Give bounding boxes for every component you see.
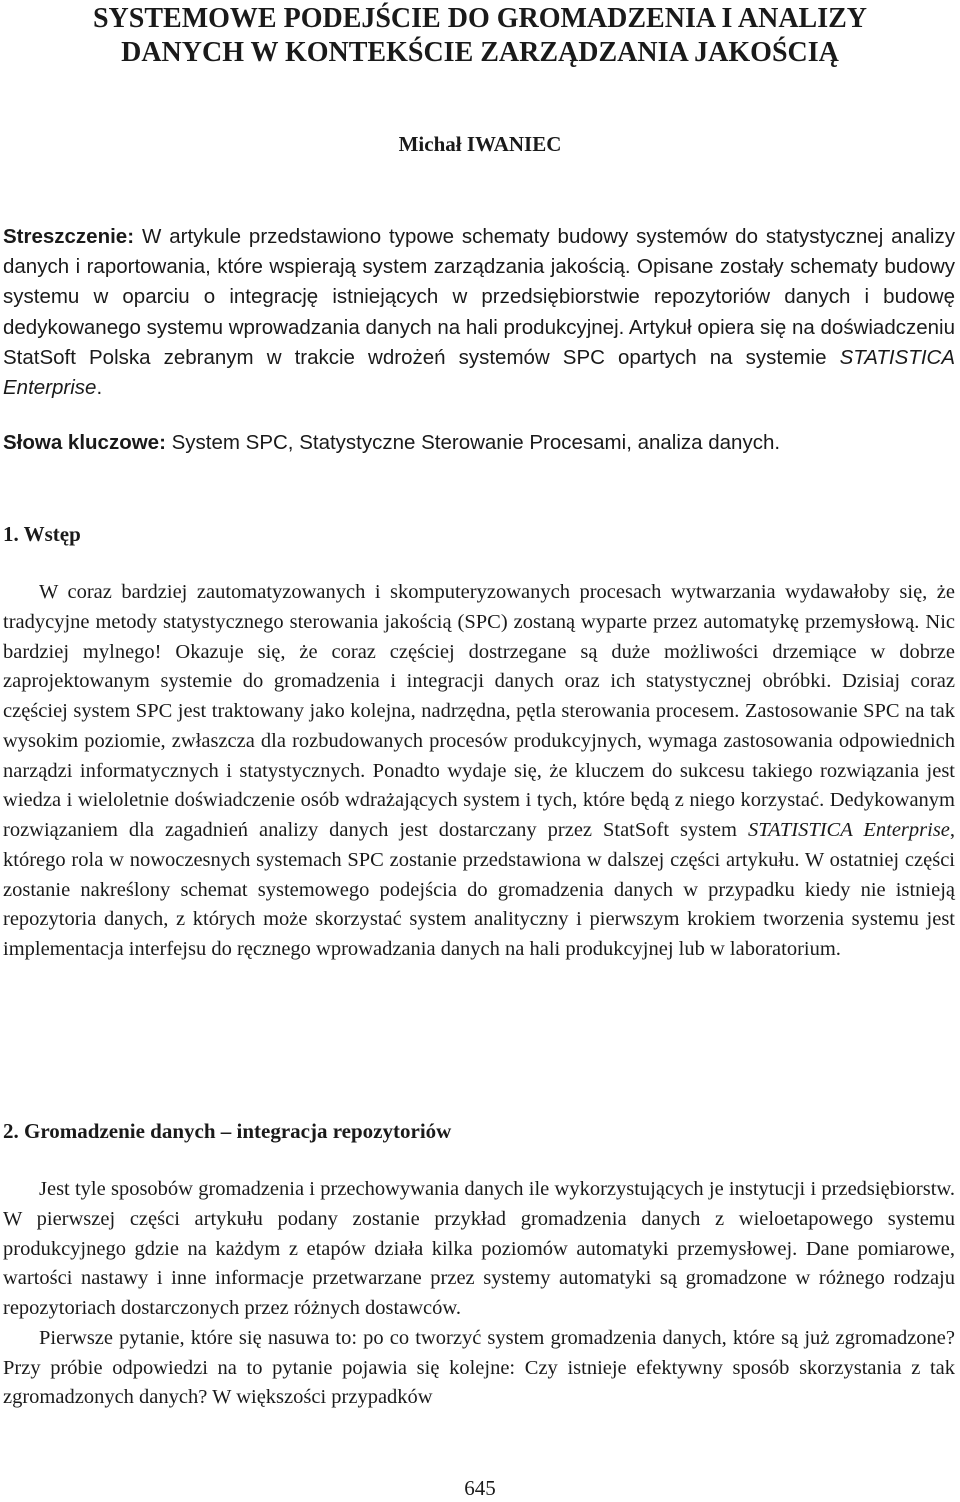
section-2-heading: 2. Gromadzenie danych – integracja repozytoriów (3, 1119, 452, 1143)
section-2-body (3, 1175, 955, 1413)
abstract-product-name: STATISTICA Enterprise (3, 345, 955, 400)
abstract-end: . (96, 376, 103, 400)
title-line-2: DANYCH W KONTEKŚCIE ZARZĄDZANIA JAKOŚCIĄ (121, 37, 839, 68)
section-1-text-a: W coraz bardziej zautomatyzowanych i skomputeryzowanych procesach wytwarzania wydawałoby się, że tradycyjne metody statystycznego sterowania jakością (SPC) zostaną wyparte przez automatykę przemysłową. Nic bardziej mylnego! Okazuje się, że coraz częściej dostrzegane są duże możliwości drzemiące w dobrze zaprojektowanym systemie do gromadzenia i integracji danych oraz ich statystycznej obróbki. Dzisiaj coraz częściej system SPC jest traktowany jako kolejna, nadrzędna, pętla sterowania procesem. Zastosowanie SPC na tak wysokim poziomie, zwłaszcza dla rozbudowanych procesów produkcyjnych, wymaga zastosowania odpowiednich narządzi informatycznych i statystycznych. Ponadto wydaje się, że kluczem do sukcesu takiego rozwiązania jest wiedza i wieloletnie doświadczenie osób wdrażających system i tych, które będą z niego korzystać. Dedykowanym rozwiązaniem dla zagadnień analizy danych jest dostarczany przez StatSoft system (3, 581, 955, 841)
section-1-heading: 1. Wstęp (3, 522, 81, 546)
keywords (3, 428, 955, 458)
section-1-text-b: , którego rola w nowoczesnych systemach SPC zostanie przedstawiona w dalszej części artykułu. W ostatniej części zostanie nakreślony schemat systemowego podejścia do gromadzenia danych w przypadku kiedy nie istnieją repozytoria danych, z których może skorzystać system analityczny i pierwszym krokiem tworzenia systemu jest implementacja interfejsu do ręcznego wprowadzania danych na hali produkcyjnej lub w laboratorium. (3, 819, 956, 960)
section-1-paragraph-1 (3, 578, 955, 965)
section-1-product-name: STATISTICA Enterprise (747, 819, 950, 841)
keywords-text: System SPC, Statystyczne Sterowanie Procesami, analiza danych. (171, 431, 781, 454)
section-2-paragraph-1: Jest tyle sposobów gromadzenia i przechowywania danych ile wykorzystujących je instytucji i przedsiębiorstw. W pierwszej części artykułu podany zostanie przykład gromadzenia danych z wieloetapowego systemu produkcyjnego gdzie na każdym z etapów działa kilka poziomów automatyki przemysłowej. Dane pomiarowe, wartości nastawy i inne informacje przetwarzane przez systemy automatyki są gromadzone w różnego rodzaju repozytoriach dostarczonych przez różnych dostawców. (3, 1178, 955, 1319)
keywords-label: Słowa kluczowe: (3, 431, 166, 454)
abstract-text: W artykule przedstawiono typowe schematy budowy systemów do statystycznej analizy danych i raportowania, które wspierają system zarządzania jakością. Opisane zostały schematy budowy systemu w oparciu o integrację istniejących w przedsiębiorstwie repozytoriów danych i budowę dedykowanego systemu wprowadzania danych na hali produkcyjnej. Artykuł opiera się na doświadczeniu StatSoft Polska zebranym w trakcie wdrożeń systemów SPC opartych na systemie (3, 225, 955, 369)
page-number: 645 (464, 1476, 496, 1500)
paper-title (0, 2, 960, 70)
title-line-1: SYSTEMOWE PODEJŚCIE DO GROMADZENIA I ANALIZY (92, 3, 868, 34)
author-name: Michał IWANIEC (398, 132, 562, 156)
section-2-paragraph-2: Pierwsze pytanie, które się nasuwa to: po co tworzyć system gromadzenia danych, które są już zgromadzone? Przy próbie odpowiedzi na to pytanie pojawia się kolejne: Czy istnieje efektywny sposób skorzystania z tak zgromadzonych danych? W większości przypadków (3, 1326, 955, 1409)
abstract-label: Streszczenie: (3, 225, 135, 248)
abstract (3, 222, 955, 403)
section-1-body (3, 578, 955, 965)
